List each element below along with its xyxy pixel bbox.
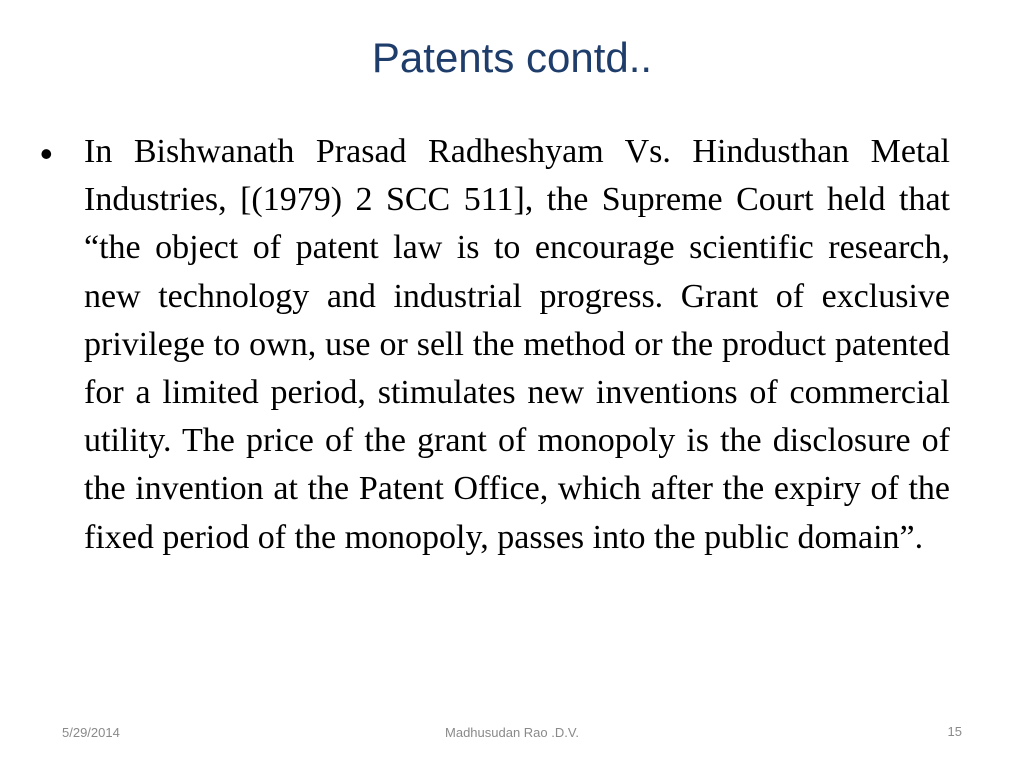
footer-page-number: 15 [947,724,962,739]
bullet-icon: • [40,133,53,174]
bullet-text: In Bishwanath Prasad Radheshyam Vs. Hindusthan Metal Industries, [(1979) 2 SCC 511], the Supreme Court held that “the object of patent law is to encourage scientific research, new technology and industrial progress. Grant of exclusive privilege to own, use or sell the method or the product patented for a limited period, stimulates new inventions of commercial utility. The price of the grant of monopoly is the disclosure of the invention at the Patent Office, which after the expiry of the fixed period of the monopoly, passes into the public domain”. [84,133,950,556]
footer-date: 5/29/2014 [62,725,120,740]
slide-title: Patents contd.. [371,34,653,81]
footer-author: Madhusudan Rao .D.V. [445,725,579,740]
